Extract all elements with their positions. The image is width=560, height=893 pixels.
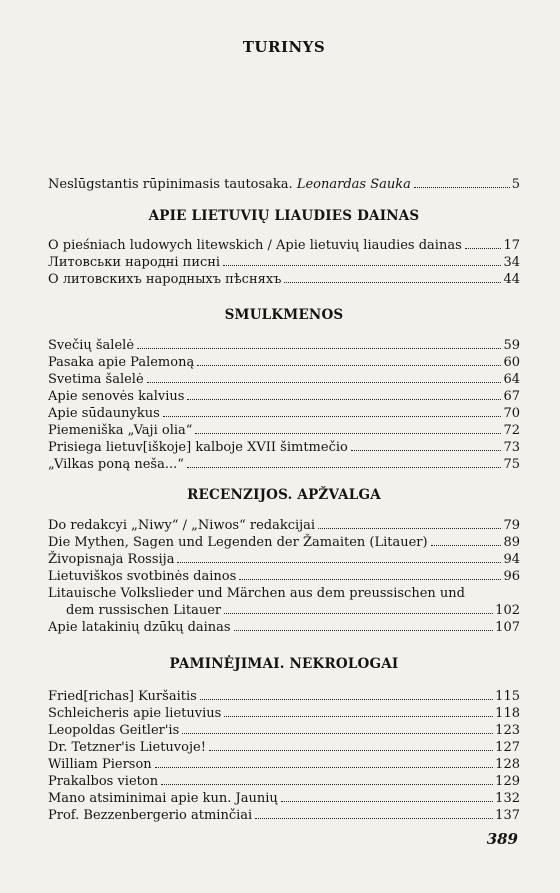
toc-entry-label: Leopoldas Geitler'is bbox=[48, 723, 180, 738]
toc-page-number: 137 bbox=[495, 808, 520, 823]
toc-page-number: 5 bbox=[511, 177, 520, 192]
leader-dots bbox=[431, 545, 502, 546]
toc-entry bbox=[48, 422, 520, 439]
page-title: TURINYS bbox=[242, 38, 326, 56]
toc-entry bbox=[48, 807, 520, 824]
toc-page-number: 59 bbox=[503, 338, 520, 353]
toc-entry-line2 bbox=[48, 602, 520, 619]
toc-page-number: 132 bbox=[495, 791, 520, 806]
toc-entry bbox=[48, 456, 520, 473]
leader-dots bbox=[200, 699, 493, 700]
section-dainos bbox=[48, 208, 520, 288]
toc-entry bbox=[48, 773, 520, 790]
leader-dots bbox=[187, 467, 502, 468]
toc-page-number: 107 bbox=[495, 620, 520, 635]
toc-entry-label: Svetima šalelė bbox=[48, 372, 144, 387]
toc-entry-label: „Vilkas poną neša...“ bbox=[48, 457, 184, 472]
section-heading: SMULKMENOS bbox=[224, 307, 344, 323]
toc-page-number: 34 bbox=[503, 255, 520, 270]
toc-entry-label: Mano atsiminimai apie kun. Jaunių bbox=[48, 791, 278, 806]
leader-dots bbox=[223, 265, 501, 266]
toc-entry bbox=[48, 254, 520, 271]
leader-dots bbox=[281, 801, 493, 802]
toc-entry bbox=[48, 722, 520, 739]
toc-entry-label: Živopisnaja Rossija bbox=[48, 552, 175, 567]
toc-page-number: 102 bbox=[495, 603, 520, 618]
leader-dots bbox=[234, 630, 494, 631]
toc-page-number: 127 bbox=[495, 740, 520, 755]
toc-page-number: 115 bbox=[495, 689, 520, 704]
toc-page-number: 60 bbox=[503, 355, 520, 370]
toc-entry bbox=[48, 439, 520, 456]
leader-dots bbox=[239, 579, 501, 580]
toc-entry-label: Neslūgstantis rūpinimasis tautosaka. Leonardas Sauka bbox=[48, 177, 411, 192]
toc-entry-label: Prof. Bezzenbergerio atminčiai bbox=[48, 808, 253, 823]
section-smulkmenos bbox=[48, 307, 520, 473]
toc-page-number: 118 bbox=[495, 706, 520, 721]
leader-dots bbox=[465, 248, 502, 249]
leader-dots bbox=[224, 716, 493, 717]
toc-entry-label: Die Mythen, Sagen und Legenden der Žamaiten (Litauer) bbox=[48, 535, 428, 550]
toc-entry bbox=[48, 534, 520, 551]
leader-dots bbox=[187, 399, 501, 400]
toc-entry bbox=[48, 517, 520, 534]
leader-dots bbox=[209, 750, 493, 751]
toc-entry-label: Fried[richas] Kuršaitis bbox=[48, 689, 197, 704]
toc-page-number: 64 bbox=[503, 372, 520, 387]
toc-entry-label: Apie latakinių dzūkų dainas bbox=[48, 620, 231, 635]
toc-entry-intro bbox=[48, 176, 520, 193]
toc-entry-label: Prisiega lietuv[iškoje] kalboje XVII šimtmečio bbox=[48, 440, 348, 455]
leader-dots bbox=[284, 282, 501, 283]
leader-dots bbox=[155, 767, 494, 768]
toc-entry bbox=[48, 388, 520, 405]
leader-dots bbox=[224, 613, 493, 614]
leader-dots bbox=[197, 365, 501, 366]
leader-dots bbox=[195, 433, 501, 434]
toc-entry bbox=[48, 790, 520, 807]
toc-page-number: 89 bbox=[503, 535, 520, 550]
intro-block bbox=[48, 176, 520, 193]
leader-dots bbox=[163, 416, 502, 417]
page-folio-number: 389 bbox=[486, 830, 518, 848]
toc-entry-label: Apie sūdaunykus bbox=[48, 406, 160, 421]
toc-page-number: 96 bbox=[503, 569, 520, 584]
leader-dots bbox=[161, 784, 493, 785]
toc-entry-label-line1: Litauische Volkslieder und Märchen aus dem preussischen und bbox=[48, 586, 465, 601]
toc-entry bbox=[48, 354, 520, 371]
toc-entry-label: Pasaka apie Palemoną bbox=[48, 355, 195, 370]
leader-dots bbox=[414, 187, 510, 188]
leader-dots bbox=[351, 450, 502, 451]
toc-entry bbox=[48, 337, 520, 354]
toc-page-number: 94 bbox=[503, 552, 520, 567]
leader-dots bbox=[255, 818, 493, 819]
toc-page-number: 17 bbox=[503, 238, 520, 253]
leader-dots bbox=[137, 348, 501, 349]
author-name: Leonardas Sauka bbox=[296, 177, 411, 192]
toc-entry bbox=[48, 705, 520, 722]
toc-entry bbox=[48, 688, 520, 705]
toc-entry bbox=[48, 739, 520, 756]
toc-entry-label: William Pierson bbox=[48, 757, 152, 772]
toc-entry bbox=[48, 371, 520, 388]
toc-page-number: 44 bbox=[503, 272, 520, 287]
leader-dots bbox=[318, 528, 501, 529]
section-recenzijos bbox=[48, 487, 520, 636]
toc-page-number: 67 bbox=[503, 389, 520, 404]
toc-page-number: 128 bbox=[495, 757, 520, 772]
toc-entry-label: Lietuviškos svotbinės dainos bbox=[48, 569, 237, 584]
toc-entry-label: Литовськи народні пиcні bbox=[48, 255, 221, 270]
toc-entry bbox=[48, 405, 520, 422]
toc-entry bbox=[48, 756, 520, 773]
toc-entry-label: Do redakcyi „Niwy“ / „Niwos“ redakcijai bbox=[48, 518, 316, 533]
section-heading: RECENZIJOS. APŽVALGA bbox=[187, 487, 381, 503]
toc-entry-label: Schleicheris apie lietuvius bbox=[48, 706, 222, 721]
toc-page-number: 79 bbox=[503, 518, 520, 533]
leader-dots bbox=[147, 382, 502, 383]
section-heading: APIE LIETUVIŲ LIAUDIES DAINAS bbox=[148, 208, 420, 224]
toc-page-number: 129 bbox=[495, 774, 520, 789]
toc-page-number: 72 bbox=[503, 423, 520, 438]
toc-entry bbox=[48, 619, 520, 636]
toc-page-number: 123 bbox=[495, 723, 520, 738]
section-paminejimai bbox=[48, 656, 520, 824]
section-heading: PAMINĖJIMAI. NEKROLOGAI bbox=[169, 656, 399, 672]
toc-entry-label: O pieśniach ludowych litewskich / Apie lietuvių liaudies dainas bbox=[48, 238, 462, 253]
toc-entry bbox=[48, 237, 520, 254]
leader-dots bbox=[182, 733, 493, 734]
toc-entry-label: Svečių šalelė bbox=[48, 338, 135, 353]
toc-entry-label: Piemeniška „Vaji olia“ bbox=[48, 423, 193, 438]
toc-entry bbox=[48, 568, 520, 585]
leader-dots bbox=[177, 562, 501, 563]
toc-entry-label: Prakalbos vieton bbox=[48, 774, 159, 789]
toc-page-number: 75 bbox=[503, 457, 520, 472]
toc-entry bbox=[48, 271, 520, 288]
toc-entry-label-line2: dem russischen Litauer bbox=[66, 603, 222, 618]
toc-entry-label: О литовскихъ народныхъ пѣсняхъ bbox=[48, 272, 282, 287]
toc-entry-label: Apie senovės kalvius bbox=[48, 389, 185, 404]
toc-page-number: 70 bbox=[503, 406, 520, 421]
toc-entry-multiline bbox=[48, 585, 520, 619]
toc-page-number: 73 bbox=[503, 440, 520, 455]
toc-entry-label: Dr. Tetzner'is Lietuvoje! bbox=[48, 740, 206, 755]
toc-entry bbox=[48, 551, 520, 568]
